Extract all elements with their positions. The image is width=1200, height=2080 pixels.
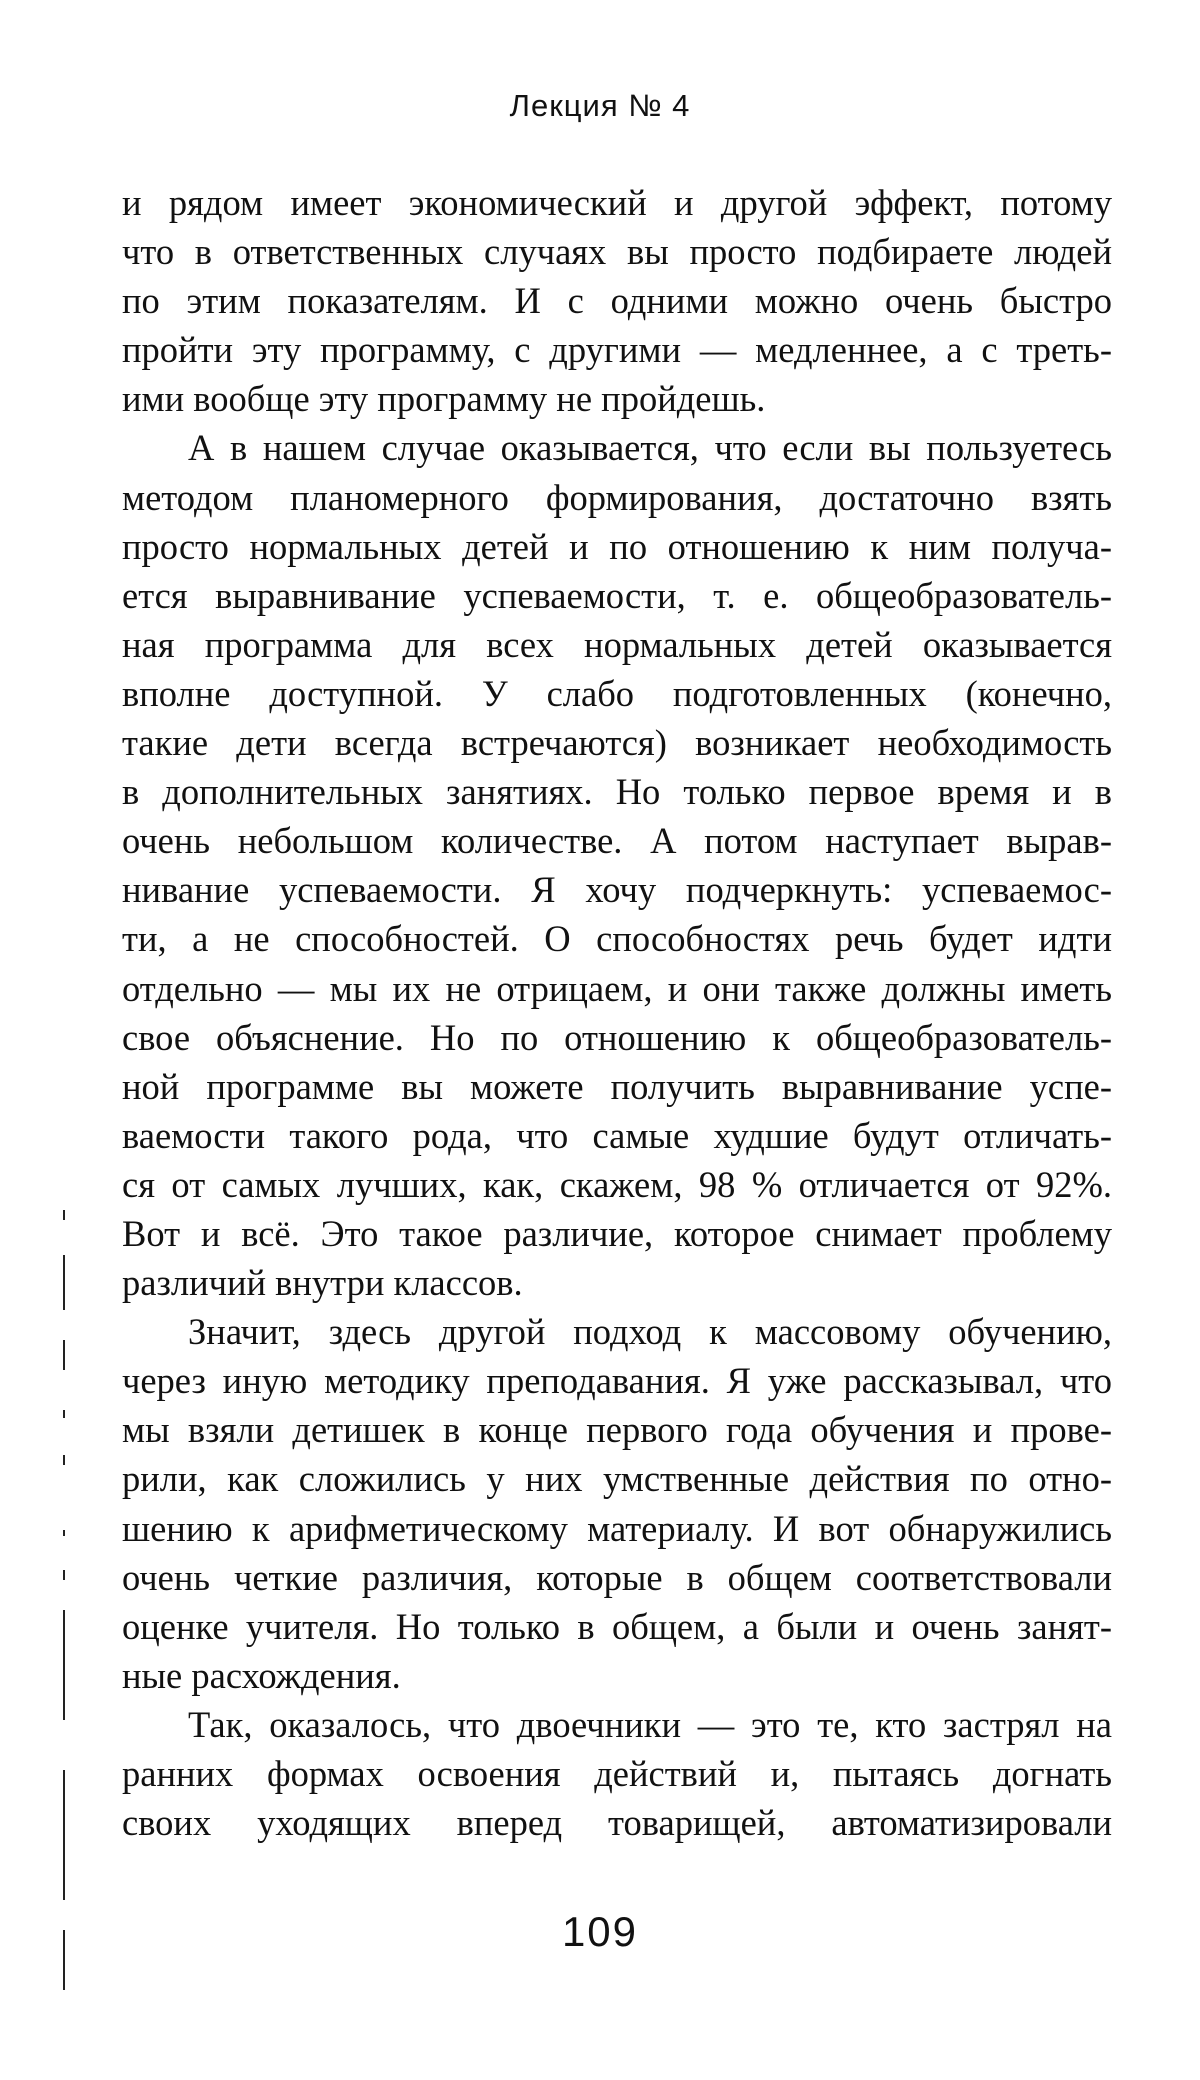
text-line: очень четкие различия, которые в общем соответствовали xyxy=(122,1556,1112,1598)
text-line: ти, а не способностей. О способностях речь будет идти xyxy=(122,918,1112,960)
text-line: оценке учителя. Но только в общем, а были и очень занят- xyxy=(122,1605,1112,1647)
text-line: Значит, здесь другой подход к массовому обучению, xyxy=(188,1311,1112,1353)
text-line: просто нормальных детей и по отношению к ним получа- xyxy=(122,525,1112,567)
paragraph-3 xyxy=(122,1307,1112,1700)
paragraph-2 xyxy=(122,423,1112,1307)
text-line: ся от самых лучших, как, скажем, 98 % отличается от 92%. xyxy=(122,1163,1112,1205)
text-line: рили, как сложились у них умственные действия по отно- xyxy=(122,1458,1112,1500)
text-line: через иную методику преподавания. Я уже рассказывал, что xyxy=(122,1360,1112,1402)
text-line: различий внутри классов. xyxy=(122,1262,523,1304)
text-line: что в ответственных случаях вы просто подбираете людей xyxy=(122,231,1112,273)
text-line: ная программа для всех нормальных детей оказывается xyxy=(122,623,1112,665)
text-line: нивание успеваемости. Я хочу подчеркнуть: успеваемос- xyxy=(122,869,1112,911)
text-line: ранних формах освоения действий и, пытаясь догнать xyxy=(122,1753,1112,1794)
paragraph-4 xyxy=(122,1700,1112,1847)
text-line: методом планомерного формирования, достаточно взять xyxy=(122,476,1112,518)
text-line: ется выравнивание успеваемости, т. е. общеобразователь- xyxy=(122,574,1112,616)
paragraph-1 xyxy=(122,178,1112,423)
text-line: ваемости такого рода, что самые худшие будут отличать- xyxy=(122,1114,1112,1156)
text-line: мы взяли детишек в конце первого года обучения и прове- xyxy=(122,1409,1112,1451)
text-line: такие дети всегда встречаются) возникает необходимость xyxy=(122,722,1112,764)
running-header: Лекция № 4 xyxy=(509,88,691,123)
text-line: ими вообще эту программу не пройдешь. xyxy=(122,378,766,420)
text-line: своих уходящих вперед товарищей, автоматизировали xyxy=(122,1802,1112,1844)
text-line: ные расхождения. xyxy=(122,1654,401,1696)
text-line: шению к арифметическому материалу. И вот обнаружились xyxy=(122,1507,1112,1549)
page-number: 109 xyxy=(561,1908,639,1955)
text-line: А в нашем случае оказывается, что если вы пользуетесь xyxy=(188,427,1112,469)
body-text xyxy=(122,178,1112,1847)
text-line: в дополнительных занятиях. Но только первое время и в xyxy=(122,771,1112,813)
text-line: по этим показателям. И с одними можно очень быстро xyxy=(122,280,1112,322)
text-line: свое объяснение. Но по отношению к общеобразователь- xyxy=(122,1016,1112,1058)
text-line: и рядом имеет экономический и другой эффект, потому xyxy=(122,182,1112,223)
text-line: пройти эту программу, с другими — медленнее, а с треть- xyxy=(122,329,1112,371)
text-line: отдельно — мы их не отрицаем, и они также должны иметь xyxy=(122,967,1112,1009)
text-line: очень небольшом количестве. А потом наступает вырав- xyxy=(122,820,1112,862)
text-line: Так, оказалось, что двоечники — это те, кто застрял на xyxy=(188,1703,1112,1745)
text-line: вполне доступной. У слабо подготовленных (конечно, xyxy=(122,672,1112,714)
text-line: Вот и всё. Это такое различие, которое снимает проблему xyxy=(122,1212,1112,1254)
scan-margin-marks xyxy=(60,1210,70,1990)
text-line: ной программе вы можете получить выравнивание успе- xyxy=(122,1065,1112,1107)
